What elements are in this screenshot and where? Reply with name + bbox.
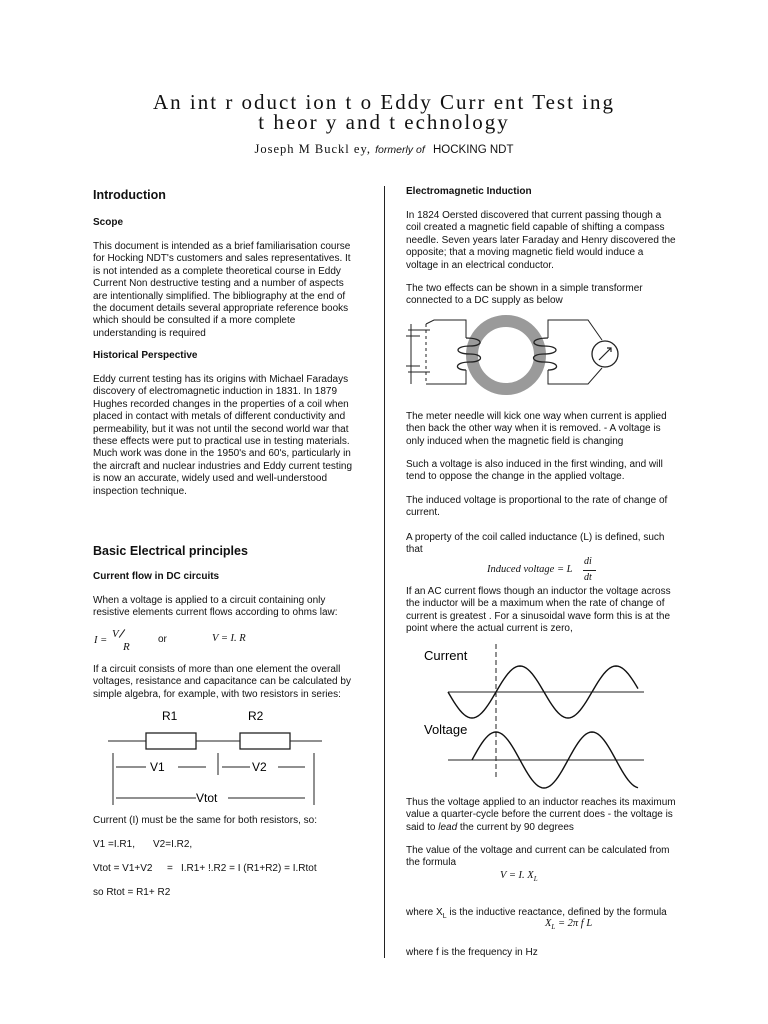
primary-wire-top xyxy=(426,320,466,338)
resistor-r1 xyxy=(146,733,196,749)
lead-word: lead xyxy=(438,821,458,833)
introduction-heading: Introduction xyxy=(93,188,166,202)
byline: Joseph M Buckl ey, formerly of HOCKING NDT xyxy=(254,142,514,156)
formula-denominator: dt xyxy=(584,572,592,583)
fraction-bar xyxy=(583,570,596,571)
transformer-core xyxy=(472,321,540,389)
dc-circuits-heading: Current flow in DC circuits xyxy=(93,571,220,582)
lead-paragraph: Thus the voltage applied to an inductor reaches its maximum value a quarter-cycle before the current does - the voltage is said to lead the current by 90 degrees xyxy=(406,797,676,833)
ac-paragraph: If an AC current flows though an inductor the voltage across the inductor will be a maximum when the rate of change of current is greatest . For a sinusoidal wave form this is at the point where the actual current is zero, xyxy=(406,586,671,635)
ohm-formula-fraction: I = xyxy=(94,635,108,646)
scope-paragraph: This document is intended as a brief familiarisation course for Hocking NDT's customers and sales representatives. It is not intended as a complete theoretical course in Eddy Current Non destructive testing and a number of aspects are intentionally simplified. The bibliography at the end of the document details several appropriate reference books which should be consulted if a more complete understanding is required xyxy=(93,241,351,339)
equation-vtot: Vtot = V1+V2 xyxy=(93,863,153,874)
company-name: HOCKING NDT xyxy=(432,144,514,156)
ohm-formula-vir: V = I. R xyxy=(212,633,246,644)
vtot-label: Vtot xyxy=(196,791,218,805)
author: Joseph M Buckl ey xyxy=(254,142,367,156)
v1-label: V1 xyxy=(150,760,165,774)
fraction-slash xyxy=(119,629,126,638)
equation-equals: = xyxy=(167,863,173,874)
em-induction-heading: Electromagnetic Induction xyxy=(406,186,532,197)
value-paragraph: The value of the voltage and current can be calculated from the formula xyxy=(406,845,670,869)
r1-label: R1 xyxy=(162,709,178,723)
proportional-paragraph: The induced voltage is proportional to the rate of change of current. xyxy=(406,495,668,519)
inductance-paragraph: A property of the coil called inductance (L) is defined, such that xyxy=(406,532,665,556)
secondary-wire-bottom xyxy=(548,368,602,384)
equation-sum: I.R1+ !.R2 = I (R1+R2) = I.Rtot xyxy=(181,863,317,874)
current-paragraph: Current (I) must be the same for both resistors, so: xyxy=(93,815,317,826)
scope-heading: Scope xyxy=(93,217,124,228)
resistor-r2 xyxy=(240,733,290,749)
induced-voltage-formula: Induced voltage = L xyxy=(487,564,573,575)
equation-v1: V1 =I.R1, xyxy=(93,839,135,850)
first-winding-paragraph: Such a voltage is also induced in the first winding, and will tend to oppose the change in the applied voltage. xyxy=(406,459,663,483)
series-paragraph: If a circuit consists of more than one element the overall voltages, resistance and capacitance can be calculated by simple algebra, for example, with two resistors in series: xyxy=(93,664,351,700)
ohm-numerator: V xyxy=(112,628,119,640)
xl-formula: $X_L = 2\pi$ f L xyxy=(545,918,593,932)
historical-paragraph: Eddy current testing has its origins with Michael Faradays discovery of electromagnetic induction in 1831. In 1879 Hughes recorded changes in the properties of a coil when placed in contact with metals of different conductivity and permeability, but it was not until the second world war that these effects were put to practical use in testing materials. Much work was done in the 1950's and 60's, particularly in the aircraft and nuclear industries and Eddy current testing is now an accurate, widely used and well-understood inspection technique. xyxy=(93,374,353,497)
voltage-wave-label: Voltage xyxy=(424,722,468,737)
ohm-denominator: R xyxy=(123,641,130,653)
equation-v2: V2=I.R2, xyxy=(153,839,193,850)
historical-heading: Historical Perspective xyxy=(93,350,198,361)
em-paragraph: In 1824 Oersted discovered that current passing though a coil created a magnetic field capable of shifting a compass needle. Seven years later Faraday and Henry discovered the opposite; that a moving magnetic field would induce a voltage in an electrical conductor. xyxy=(406,210,676,271)
primary-wire-bottom xyxy=(426,370,466,384)
reactance-paragraph: where $X_L$ is the inductive reactance, defined by the formula xyxy=(406,907,667,920)
meter-paragraph: The meter needle will kick one way when current is applied then back the other way when it is removed. - A voltage is only induced when the magnetic field is changing xyxy=(406,411,667,447)
title-line-1: An int r oduct ion t o Eddy Curr ent Test ing xyxy=(152,90,616,114)
r2-label: R2 xyxy=(248,709,264,723)
vix-formula: V = I. $X_L$ xyxy=(500,870,538,884)
formula-numerator: di xyxy=(584,556,592,567)
title-line-2: t heor y and t echnology xyxy=(258,110,510,134)
dc-paragraph: When a voltage is applied to a circuit containing only resistive elements current flows according to ohms law: xyxy=(93,595,338,619)
two-effects-paragraph: The two effects can be shown in a simple transformer connected to a DC supply as below xyxy=(406,283,643,307)
current-wave-label: Current xyxy=(424,648,468,663)
transformer-diagram xyxy=(404,310,634,405)
basic-principles-heading: Basic Electrical principles xyxy=(93,544,248,558)
current-voltage-waveform xyxy=(420,640,650,790)
column-divider xyxy=(384,186,385,958)
equation-rtot: so Rtot = R1+ R2 xyxy=(93,887,171,898)
or-label: or xyxy=(158,634,167,645)
series-circuit-diagram xyxy=(100,705,330,810)
secondary-wire-top xyxy=(548,320,602,340)
frequency-paragraph: where f is the frequency in Hz xyxy=(406,947,538,958)
formerly-label: formerly of xyxy=(375,144,425,156)
v2-label: V2 xyxy=(252,760,267,774)
